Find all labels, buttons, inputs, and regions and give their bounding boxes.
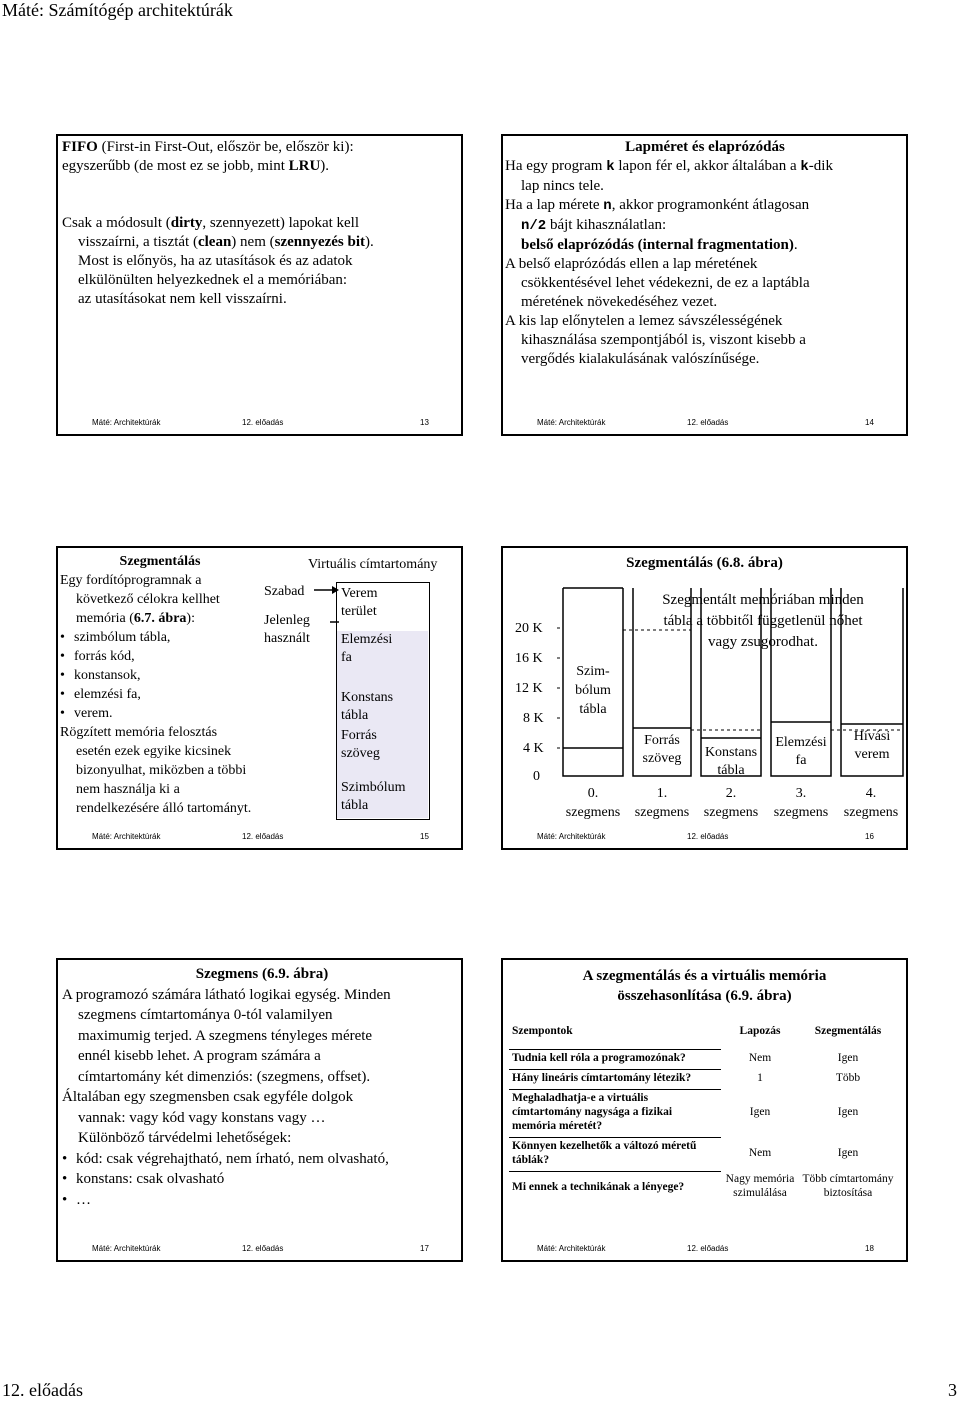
text: méretének növekedéséhez vezet.: [521, 294, 718, 310]
text: fa: [795, 753, 807, 768]
slide-footer: [503, 418, 906, 430]
question-cell: Meghaladhatja-e a virtuális címtartomány nagysága a fizikai memória méretét?: [509, 1089, 721, 1134]
slide-13-text: [62, 138, 458, 309]
figure-ref: 6.7. ábra: [133, 611, 187, 626]
slide-number: 18: [865, 1244, 874, 1253]
text: szegmens: [843, 805, 899, 820]
text: (First-in First-Out, először be, először ki):: [97, 139, 354, 155]
list-item: • elemzési fa,: [60, 685, 260, 704]
segment-label: [565, 662, 621, 719]
text: szegmens: [703, 805, 759, 820]
text: tábla a többitől függetlenül nőhet: [663, 613, 863, 629]
list-item: • konstans: csak olvasható: [62, 1169, 462, 1190]
header-cell: Szegmentálás: [814, 1025, 882, 1037]
slide-14-text: [505, 138, 905, 369]
text: 1.: [656, 786, 668, 801]
question-cell: Hány lineáris címtartomány létezik?: [509, 1069, 721, 1086]
text: tábla: [717, 763, 745, 778]
y-tick: 12 K: [515, 681, 543, 696]
slide-17: [56, 958, 463, 1262]
table-row: [509, 1069, 897, 1086]
text: egyszerűbb (de most ez se jobb, mint: [62, 158, 289, 174]
slide-13: [56, 134, 463, 436]
text: szegmens: [634, 805, 690, 820]
text: 0.: [587, 786, 599, 801]
text: 4.: [865, 786, 877, 801]
slide-footer: [58, 832, 461, 844]
list-item: • kód: csak végrehajtható, nem írható, nem olvasható,: [62, 1149, 462, 1170]
comparison-table: [509, 1020, 897, 1204]
header-cell: Lapozás: [739, 1025, 781, 1037]
title-line: A szegmentálás és a virtuális memória: [582, 968, 827, 984]
text: szegmens címtartománya 0-tól valamilyen: [78, 1007, 333, 1023]
block-label: terület: [341, 604, 377, 619]
text: verem: [854, 747, 890, 762]
text: ) nem (: [231, 234, 275, 250]
text: szegmens: [773, 805, 829, 820]
slide-number: 15: [420, 832, 429, 841]
y-tick: 20 K: [515, 621, 543, 636]
text: lap nincs tele.: [521, 178, 604, 194]
slide-18: [501, 958, 908, 1262]
text: az utasításokat nem kell visszaírni.: [78, 291, 287, 307]
slide-14: [501, 134, 908, 436]
text: Ha a lap mérete: [505, 197, 604, 213]
header-cell: Szempontok: [512, 1025, 573, 1037]
used-label: Jelenleg: [264, 613, 310, 628]
text: tábla: [579, 702, 607, 717]
segment-block: [337, 583, 428, 632]
list-item: • konstansok,: [60, 666, 260, 685]
text: szöveg: [642, 751, 682, 766]
clean-term: clean: [197, 234, 232, 250]
slide-title: Szegmentálás (6.8. ábra): [626, 555, 783, 571]
text: csökkentésével lehet védekezni, de ez a laptábla: [521, 275, 810, 291]
text: címtartomány két dimenziós: (szegmens, offset).: [78, 1068, 371, 1085]
text: Csak a módosult (: [62, 215, 171, 231]
footer-lecture: 12. előadás: [242, 418, 284, 427]
table-row: [509, 1171, 897, 1201]
text: Szim-: [576, 664, 610, 679]
text: bájt kihasználatlan:: [546, 217, 667, 233]
segmentation-cell: Igen: [837, 1105, 859, 1118]
segment-block: [337, 631, 428, 688]
table-header: [509, 1023, 897, 1046]
paging-cell: Nagy memória szimulálása: [725, 1173, 795, 1199]
segment-label: [699, 744, 763, 780]
block-label: Szimbólum: [341, 780, 406, 795]
footer-author: Máté: Architektúrák: [537, 418, 606, 427]
text: Most is előnyös, ha az utasítások és az adatok: [78, 253, 353, 269]
var-n-half: n/2: [521, 218, 547, 234]
segment-caption: [833, 784, 908, 822]
text: esetén ezek egyike kicsinek: [76, 744, 232, 759]
slide-footer: [58, 1244, 461, 1256]
slide-number: 14: [865, 418, 874, 427]
question-cell: Tudnia kell róla a programozónak?: [509, 1049, 721, 1066]
text: 2.: [725, 786, 737, 801]
block-label: Konstans: [341, 690, 394, 705]
text: A belső elaprózódás ellen a lap méretének: [505, 256, 758, 272]
text: A kis lap előnytelen a lemez sávszélességének: [505, 313, 783, 329]
segment-block: [337, 771, 428, 818]
text: elkülönülten helyezkednek el a memóriában:: [78, 272, 348, 288]
slide-number: 13: [420, 418, 429, 427]
dirty-bit-term: szennyezés bit: [274, 234, 366, 250]
lru-term: LRU: [288, 158, 321, 174]
segmentation-cell: Igen: [837, 1146, 859, 1159]
slide-footer: [503, 832, 906, 844]
fifo-term: FIFO: [62, 139, 98, 155]
y-tick: 8 K: [523, 711, 544, 726]
page-footer-lecture: 12. előadás: [2, 1380, 83, 1400]
var-k: k: [800, 159, 809, 175]
slide-number: 17: [420, 1244, 429, 1253]
text: Konstans: [704, 745, 758, 760]
segment-caption: [763, 784, 839, 822]
block-label: Forrás: [341, 728, 377, 743]
slide-footer: [58, 418, 461, 430]
text: visszaírni, a tisztát (: [78, 234, 198, 250]
text: szegmens: [565, 805, 621, 820]
paging-cell: Nem: [748, 1051, 772, 1064]
table-row: [509, 1137, 897, 1168]
text: Általában egy szegmensben csak egyféle dolgok: [62, 1089, 354, 1105]
y-tick: 16 K: [515, 651, 543, 666]
text: ):: [186, 611, 195, 626]
block-label: szöveg: [341, 746, 380, 761]
block-label: Verem: [341, 586, 378, 601]
text: ).: [365, 234, 374, 250]
text: vergődés kialakulásának valószínűsége.: [521, 351, 760, 367]
footer-lecture: 12. előadás: [242, 832, 284, 841]
text: -dik: [808, 158, 833, 174]
text: lapon fér el, akkor általában a: [614, 158, 801, 174]
used-label: használt: [264, 631, 310, 646]
text: következő célokra kellhet: [76, 592, 220, 607]
block-label: tábla: [341, 798, 369, 813]
text: maximumig terjed. A szegmens tényleges mérete: [78, 1027, 373, 1044]
footer-lecture: 12. előadás: [687, 1244, 729, 1253]
text: .: [793, 237, 798, 253]
list-item: • verem.: [60, 704, 260, 723]
text: Forrás: [644, 733, 680, 748]
free-label: Szabad: [264, 584, 305, 599]
paging-cell: Igen: [749, 1105, 771, 1118]
text: memória (: [76, 611, 134, 626]
list-item: • forrás kód,: [60, 647, 260, 666]
text: ).: [320, 158, 330, 174]
var-n: n: [603, 198, 612, 214]
slide-title: Szegmentálás: [119, 554, 201, 569]
text: , szennyezett) lapokat kell: [202, 215, 360, 231]
text: Egy fordítóprogramnak a: [60, 573, 202, 588]
slide-title: [503, 966, 906, 1006]
footer-author: Máté: Architektúrák: [92, 832, 161, 841]
paging-cell: 1: [757, 1071, 763, 1084]
block-label: fa: [341, 650, 352, 665]
footer-lecture: 12. előadás: [687, 832, 729, 841]
segment-caption: [624, 784, 700, 822]
page-number: 3: [948, 1380, 957, 1400]
text: , akkor programonként átlagosan: [611, 197, 810, 213]
segment-block: [337, 727, 428, 772]
segmentation-cell: Több: [835, 1071, 861, 1084]
text: A programozó számára látható logikai egység. Minden: [62, 986, 391, 1003]
title-line: összehasonlítása (6.9. ábra): [617, 988, 792, 1004]
internal-fragmentation-term: belső elaprózódás (internal fragmentation): [521, 237, 794, 253]
segment-label: [769, 734, 833, 770]
footer-lecture: 12. előadás: [242, 1244, 284, 1253]
text: Hívási: [853, 729, 891, 744]
y-tick: 4 K: [523, 741, 544, 756]
segment-caption: [555, 784, 631, 822]
paging-cell: Nem: [748, 1146, 772, 1159]
var-k: k: [606, 159, 615, 175]
text: Rögzített memória felosztás: [60, 725, 218, 740]
list-item: • szimbólum tábla,: [60, 628, 260, 647]
slide-17-text: [62, 964, 462, 1210]
footer-author: Máté: Architektúrák: [537, 1244, 606, 1253]
text: bizonyulhat, miközben a többi: [76, 763, 247, 778]
table-row: [509, 1089, 897, 1134]
text: bólum: [575, 683, 611, 698]
text: rendelkezésére álló tartományt.: [76, 801, 252, 816]
footer-lecture: 12. előadás: [687, 418, 729, 427]
segmentation-cell: Több címtartomány biztosítása: [802, 1173, 894, 1199]
segment-block: [337, 687, 428, 728]
question-cell: Könnyen kezelhetők a változó méretű táblák?: [509, 1137, 721, 1168]
text: Szegmentált memóriában minden: [662, 592, 864, 608]
slide-footer: [503, 1244, 906, 1256]
diagram-title: Virtuális címtartomány: [308, 557, 438, 572]
table-row: [509, 1049, 897, 1066]
text: 3.: [795, 786, 807, 801]
slide-15: [56, 546, 463, 850]
segment-label: [633, 732, 691, 768]
slide-15-text: [60, 552, 260, 818]
text: Különböző tárvédelmi lehetőségek:: [78, 1130, 292, 1146]
slide-number: 16: [865, 832, 874, 841]
text: Ha egy program: [505, 158, 607, 174]
text: Elemzési: [775, 735, 827, 750]
slide-title: Lapméret és elaprózódás: [625, 139, 785, 155]
text: ennél kisebb lehet. A program számára a: [78, 1048, 321, 1064]
page-header: Máté: Számítógép architektúrák: [2, 0, 233, 20]
list-item: • …: [62, 1190, 462, 1211]
segment-label: [841, 728, 903, 764]
slide-16: [501, 546, 908, 850]
footer-author: Máté: Architektúrák: [92, 418, 161, 427]
text: kihasználása szempontjából is, viszont kisebb a: [521, 332, 806, 348]
text: nem használja ki a: [76, 782, 180, 797]
text: vagy zsugorodhat.: [708, 634, 818, 650]
footer-author: Máté: Architektúrák: [92, 1244, 161, 1253]
block-label: tábla: [341, 708, 369, 723]
question-cell: Mi ennek a technikának a lényege?: [509, 1171, 721, 1201]
dirty-term: dirty: [170, 215, 203, 231]
virtual-address-space: [336, 582, 430, 820]
segment-caption: [693, 784, 769, 822]
slide-title: Szegmens (6.9. ábra): [195, 966, 329, 982]
segmentation-cell: Igen: [837, 1051, 859, 1064]
y-tick: 0: [533, 769, 540, 784]
block-label: Elemzési: [341, 632, 393, 647]
footer-author: Máté: Architektúrák: [537, 832, 606, 841]
text: vannak: vagy kód vagy konstans vagy …: [78, 1109, 326, 1126]
